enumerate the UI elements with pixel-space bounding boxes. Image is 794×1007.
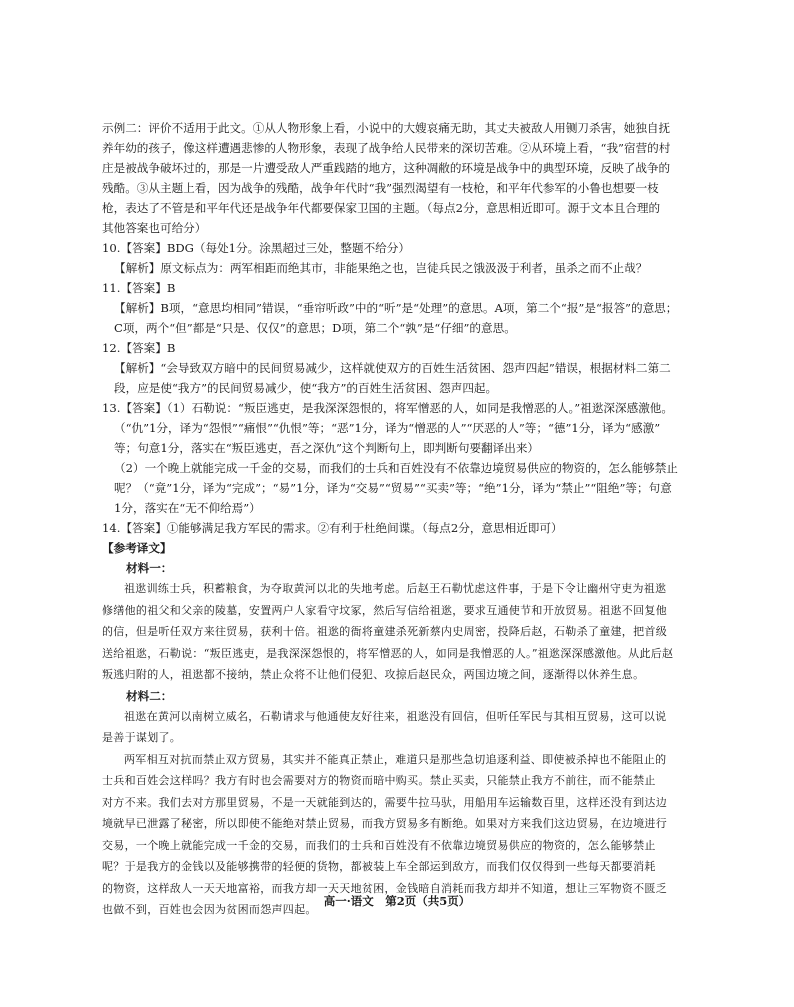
intro-line: 养年幼的孩子，像这样遭遇悲惨的人物形象，表现了战争给人民带来的深切苦难。②从环境上看，“我”宿营的村 xyxy=(102,141,671,155)
q13-part2-line: 1分，落实在“无不仰给焉”） xyxy=(114,501,261,515)
material2-line: 境就早已泄露了秘密，所以即使不能绝对禁止贸易，而我方贸易多有断绝。如果对方来我们这边贸易，在边境进行 xyxy=(102,817,667,830)
material2-line: 是善于谋划了。 xyxy=(102,731,182,744)
material1-title: 材料一： xyxy=(126,561,173,575)
q10-analysis: 【解析】原文标点为：两军相距而绝其市，非能果绝之也，岂徒兵民之饿汲汲于利者，虽杀之而不止哉？ xyxy=(114,261,648,275)
material2-line: 交易，一个晚上就能完成一千金的交易，而我们的士兵和百姓没有不依靠边境贸易供应的物资的，怎么能够禁止 xyxy=(102,838,656,852)
question-12 xyxy=(102,338,694,398)
intro-line: 示例二：评价不适用于此文。①从人物形象上看，小说中的大嫂哀痛无助，其丈夫被敌人用铡刀杀害，她独自抚 xyxy=(102,121,671,135)
material2-title: 材料二： xyxy=(126,688,173,703)
q12-answer: 12.【答案】B xyxy=(102,341,176,355)
page-footer: 高一·语文 第2页（共5页） xyxy=(323,894,471,908)
answer-content xyxy=(102,118,694,921)
q12-analysis-line: 段，应是使“我方”的民间贸易减少，使“我方”的百姓生活贫困、怨声四起。 xyxy=(114,381,498,395)
material1-line: 修缮他的祖父和父亲的陵墓，安置两户人家看守坟冢，然后写信给祖逖，要求互通使节和开放贸易。祖逖不回复他 xyxy=(102,603,667,617)
material1-line: 叛逃归附的人，祖逖都不接纳，禁止众将不让他们侵犯、攻掠后赵民众，两国边境之间，逐渐得以休养生息。 xyxy=(102,668,645,681)
q11-analysis-line: C项，两个“但”都是“只是、仅仅”的意思；D项，第二个“孰”是“仔细”的意思。 xyxy=(114,321,516,335)
intro-line: 残酷。③从主题上看，因为战争的残酷，战争年代时“我”强烈渴望有一枝枪，和平年代参军的小鲁也想要一枝 xyxy=(102,181,659,195)
material2-line: 也做不到，百姓也会因为贫困而怨声四起。 xyxy=(102,903,317,916)
reference-heading: 【参考译文】 xyxy=(102,541,172,555)
material2-line: 呢？于是我方的金钱以及能够携带的轻便的货物，都被装上车全部运到敌方，而我们仅仅得到一些每天都要消耗 xyxy=(102,860,656,873)
question-10 xyxy=(102,238,694,278)
intro-line: 其他答案也可给分） xyxy=(102,221,207,235)
q10-answer: 10.【答案】BDG（每处1分。涂黑超过三处，整题不给分） xyxy=(102,241,410,255)
reference-translation xyxy=(102,538,694,921)
q13-part1-line: （“仇”1分，译为“怨恨”“痛恨”“仇恨”等；“恶”1分，译为“憎恶的人”“厌恶的人”等；“德”1分，译为“感激” xyxy=(114,421,661,435)
material1-line: 的信，但是听任双方来往贸易，获利十倍。祖逖的衙将童建杀死新蔡内史周密，投降后赵，石勒杀了童建，把首级 xyxy=(102,625,667,638)
q11-answer: 11.【答案】B xyxy=(102,281,176,295)
material2-line: 的物资，这样敌人一天天地富裕，而我方却一天天地贫困，金钱暗自消耗而我方却并不知道，想让三军物资不匮乏 xyxy=(102,881,667,895)
intro-line: 枪，表达了不管是和平年代还是战争年代都要保家卫国的主题。（每点2分，意思相近即可。源于文本且合理的 xyxy=(102,201,661,215)
intro-paragraph xyxy=(102,118,694,238)
material2-line: 两军相互对抗而禁止双方贸易，其实并不能真正禁止，难道只是那些急切追逐利益、即使被杀掉也不能阻止的 xyxy=(124,752,667,766)
material2-line: 祖逖在黄河以南树立威名，石勒请求与他通使友好往来，祖逖没有回信，但听任军民与其相互贸易，这可以说 xyxy=(124,709,667,723)
q14-answer: 14.【答案】①能够满足我方军民的需求。②有利于杜绝间谍。（每点2分，意思相近即可） xyxy=(102,521,563,535)
q11-analysis-line: 【解析】B项，“意思均相同”错误，“垂帘听政”中的“听”是“处理”的意思。A项，第二个“报”是“报答”的意思； xyxy=(114,301,678,315)
material2-text xyxy=(102,706,694,921)
question-13 xyxy=(102,398,694,518)
q12-analysis-line: 【解析】“会导致双方暗中的民间贸易减少，这样就使双方的百姓生活贫困、怨声四起”错误，根据材料二第二 xyxy=(114,361,671,375)
question-11 xyxy=(102,278,694,338)
question-14 xyxy=(102,518,694,538)
material2-line: 对方不来。我们去对方那里贸易，不是一天就能到达的，需要牛拉马驮，用船用车运输数百里，这样还没有到达边 xyxy=(102,795,667,809)
intro-line: 庄是被战争破坏过的，那是一片遭受敌人严重践踏的地方，这种凋敝的环境是战争中的典型环境，反映了战争的 xyxy=(102,161,671,175)
q13-answer: 13.【答案】（1）石勒说：“叛臣逃吏，是我深深怨恨的，将军憎恶的人，如同是我憎恶的人。”祖逖深深感激他。 xyxy=(102,401,673,415)
q13-part2-line: （2）一个晚上就能完成一千金的交易，而我们的士兵和百姓没有不依靠边境贸易供应的物资的，怎么能够禁止 xyxy=(114,461,678,475)
material1-line: 祖逖训练士兵，积蓄粮食，为夺取黄河以北的失地考虑。后赵王石勒忧虑这件事，于是下令让幽州守吏为祖逖 xyxy=(124,582,667,595)
material1-text xyxy=(102,578,694,686)
material2-line: 士兵和百姓会这样吗？我方有时也会需要对方的物资而暗中购买。禁止买卖，只能禁止我方不前往，而不能禁止 xyxy=(102,774,656,787)
q13-part1-line: 等；句意1分，落实在“叛臣逃吏，吾之深仇”这个判断句上，即判断句要翻译出来） xyxy=(114,441,540,455)
material1-line: 送给祖逖，石勒说：“叛臣逃吏，是我深深怨恨的，将军憎恶的人，如同是我憎恶的人。”祖逖深深感激他。从此后赵 xyxy=(102,646,674,660)
q13-part2-line: 呢？（“竟”1分，译为“完成”；“易”1分，译为“交易”“贸易”“买卖”等；“绝”1分，译为“禁止”“阻绝”等；句意 xyxy=(114,481,672,495)
